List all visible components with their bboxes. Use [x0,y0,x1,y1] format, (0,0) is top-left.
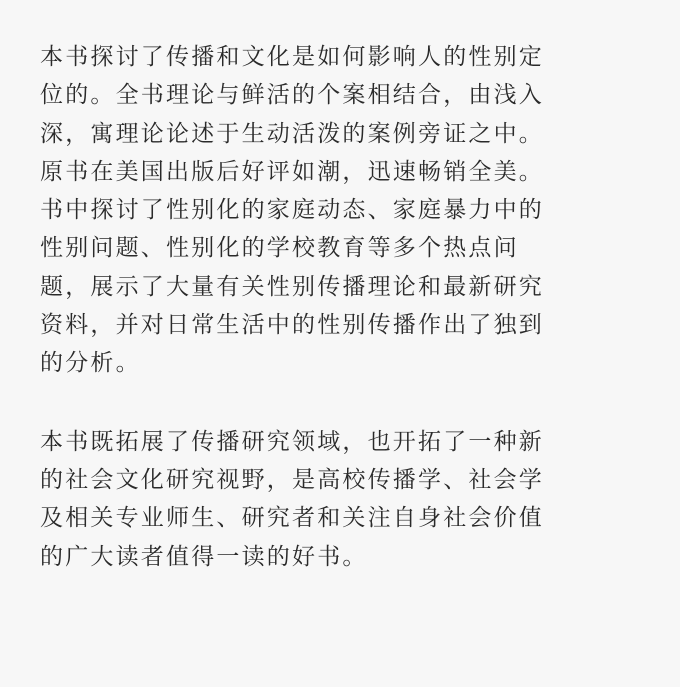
text-line: 资料，并对日常生活中的性别传播作出了独到 [40,312,544,339]
text-line: 的社会文化研究视野，是高校传播学、社会学 [40,466,544,493]
text-line: 深，寓理论论述于生动活泼的案例旁证之中。 [40,120,544,147]
paragraph-2 [40,423,648,576]
text-line: 的广大读者值得一读的好书。 [40,543,368,570]
text-line: 原书在美国出版后好评如潮，迅速畅销全美。 [40,158,544,185]
text-line: 本书既拓展了传播研究领域，也开拓了一种新 [40,428,544,455]
paragraph-1 [40,38,648,383]
text-line: 本书探讨了传播和文化是如何影响人的性别定 [40,44,544,70]
text-line: 书中探讨了性别化的家庭动态、家庭暴力中的 [40,197,544,224]
book-description [40,38,648,576]
text-line: 及相关专业师生、研究者和关注自身社会价值 [40,505,544,532]
text-line: 的分析。 [40,350,141,377]
text-line: 题，展示了大量有关性别传播理论和最新研究 [40,273,544,300]
text-line: 位的。全书理论与鲜活的个案相结合，由浅入 [40,82,544,109]
text-line: 性别问题、性别化的学校教育等多个热点问 [40,235,519,262]
